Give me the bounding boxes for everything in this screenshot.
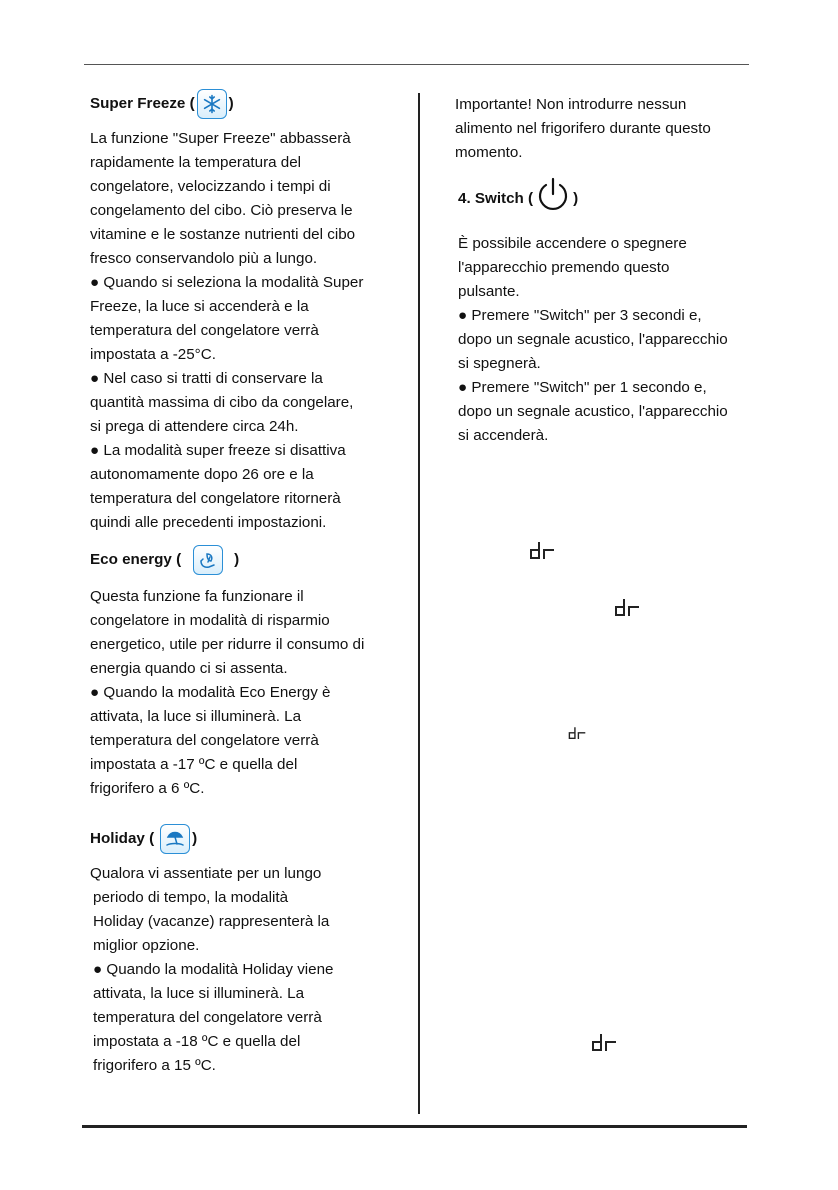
power-icon [536,177,570,221]
bullet-line: ● Quando si seleziona la modalità Super [90,274,364,291]
footer-rule [82,1125,747,1128]
text-line: autonomamente dopo 26 ore e la [90,466,314,483]
text-line: attivata, la luce si illuminerà. La [90,708,302,725]
text-line: frigorifero a 15 ºC. [93,1057,216,1074]
text-line: dopo un segnale acustico, l'apparecchio [458,403,728,420]
bullet-line: ● Quando la modalità Holiday viene [93,961,334,978]
text-line: alimento nel frigorifero durante questo [455,120,711,137]
text-line: vitamine e le sostanze nutrienti del cibo [90,226,356,243]
bullet-line: ● Quando la modalità Eco Energy è [90,684,331,701]
holiday-text [90,862,410,1078]
holiday-title-close: ) [192,830,198,847]
column-divider [418,93,420,1114]
text-line: dopo un segnale acustico, l'apparecchio [458,331,728,348]
text-line: impostata a -18 ºC e quella del [93,1033,301,1050]
text-line: energia quando ci si assenta. [90,660,288,677]
text-line: pulsante. [458,283,520,300]
text-line: energetico, utile per ridurre il consumo di [90,636,365,653]
text-line: l'apparecchio premendo questo [458,259,670,276]
important-note [455,93,755,165]
header-rule [84,64,749,65]
text-line: rapidamente la temperatura del [90,154,302,171]
text-line: momento. [455,144,523,161]
bullet-line: ● Premere "Switch" per 1 secondo e, [458,379,707,396]
switch-heading [455,179,755,219]
super-freeze-title: Super Freeze ( [90,95,195,112]
text-line: Freeze, la luce si accenderà e la [90,298,309,315]
holiday-umbrella-icon [160,824,190,854]
text-line: temperatura del congelatore ritornerà [90,490,341,507]
text-line: congelatore in modalità di risparmio [90,612,330,629]
text-line: temperatura del congelatore verrà [90,732,319,749]
display-glyph-dr [568,727,586,740]
text-line: temperatura del congelatore verrà [90,322,319,339]
text-line: congelatore, velocizzando i tempi di [90,178,331,195]
switch-title-close: ) [573,190,579,207]
super-freeze-title-close: ) [228,95,234,112]
text-line: si spegnerà. [458,355,541,372]
holiday-heading [90,825,410,853]
right-column [455,93,755,448]
text-line: quantità massima di cibo da congelare, [90,394,354,411]
snowflake-icon [197,89,227,119]
text-line: periodo di tempo, la modalità [93,889,289,906]
bullet-line: ● Premere "Switch" per 3 secondi e, [458,307,702,324]
eco-energy-text [90,585,410,801]
text-line: attivata, la luce si illuminerà. La [93,985,305,1002]
text-line: È possibile accendere o spegnere [458,235,687,252]
text-line: congelamento del cibo. Ciò preserva le [90,202,353,219]
switch-title: 4. Switch ( [458,190,534,207]
bullet-line: ● La modalità super freeze si disattiva [90,442,346,459]
text-line: si prega di attendere circa 24h. [90,418,299,435]
display-glyph-dr [614,599,640,617]
eco-energy-title: Eco energy ( [90,551,182,568]
text-line: impostata a -17 ºC e quella del [90,756,298,773]
text-line: La funzione "Super Freeze" abbasserà [90,130,351,147]
display-glyph-dr [529,542,555,560]
text-line: temperatura del congelatore verrà [93,1009,322,1026]
eco-hand-icon [193,545,223,575]
super-freeze-heading [90,92,410,116]
text-line: si accenderà. [458,427,549,444]
text-line: impostata a -25°C. [90,346,216,363]
text-line: Holiday (vacanze) rappresenterà la [93,913,330,930]
text-line: frigorifero a 6 ºC. [90,780,205,797]
text-line: quindi alle precedenti impostazioni. [90,514,327,531]
text-line: Questa funzione fa funzionare il [90,588,304,605]
display-glyph-dr [591,1034,617,1052]
eco-energy-heading [90,546,410,574]
bullet-line: ● Nel caso si tratti di conservare la [90,370,323,387]
text-line: miglior opzione. [93,937,200,954]
switch-text [455,232,755,448]
text-line: Importante! Non introdurre nessun [455,96,687,113]
text-line: Qualora vi assentiate per un lungo [90,865,322,882]
eco-energy-title-close: ) [234,551,240,568]
super-freeze-text [90,127,410,535]
text-line: fresco conservandolo più a lungo. [90,250,318,267]
left-column [90,92,410,1078]
holiday-title: Holiday ( [90,830,155,847]
